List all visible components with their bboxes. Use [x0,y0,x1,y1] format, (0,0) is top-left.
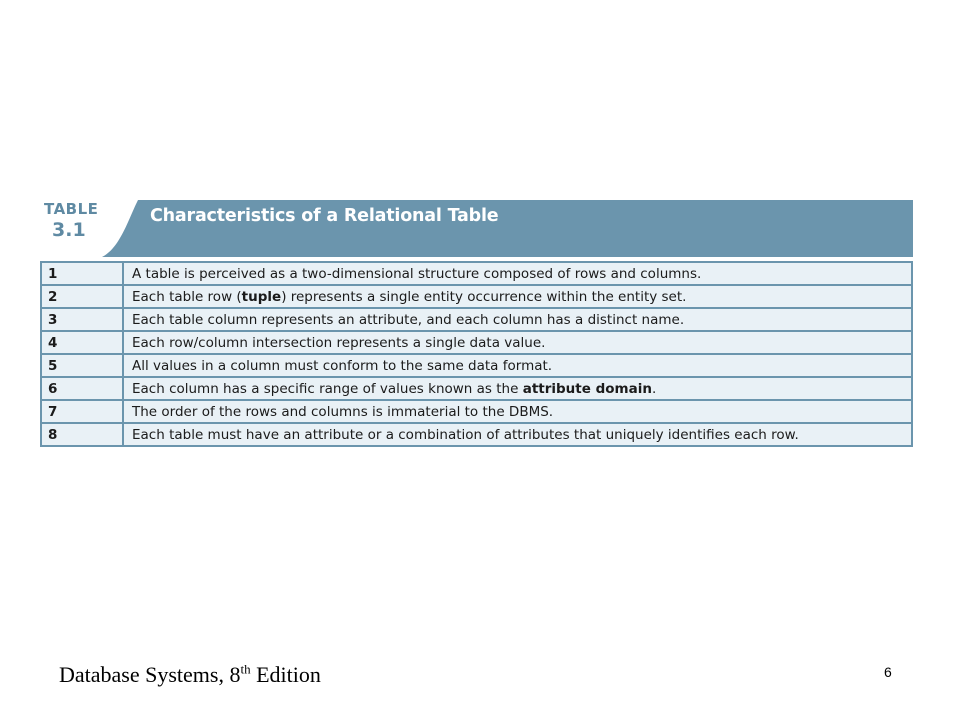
row-number: 1 [41,262,123,285]
table-title: Characteristics of a Relational Table [150,206,499,226]
row-text-end: . [651,380,657,397]
row-text: Each table must have an attribute or a combination of attributes that uniquely identifies each row. [132,426,799,443]
row-text-end: ) represents a single entity occurrence within the entity set. [281,288,687,305]
row-bold-term: attribute domain [522,380,652,397]
row-text: All values in a column must conform to the same data format. [132,357,553,374]
table-row [41,285,912,308]
table-row [41,331,912,354]
row-description [123,262,912,285]
row-bold-term: tuple [241,288,282,305]
table-tag [44,202,98,240]
row-text: The order of the rows and columns is immaterial to the DBMS. [132,403,554,420]
footer-title-sup: th [240,661,251,677]
characteristics-table [40,261,913,447]
row-text: A table is perceived as a two-dimensional structure composed of rows and columns. [132,265,702,282]
row-text: Each column has a specific range of values known as the [132,380,523,397]
row-description [123,285,912,308]
row-text: Each table row ( [132,288,242,305]
table-row [41,377,912,400]
table-row [41,308,912,331]
row-number: 3 [41,308,123,331]
table-tag-number: 3.1 [52,219,86,241]
row-number: 5 [41,354,123,377]
row-description [123,354,912,377]
row-description [123,400,912,423]
footer-title-main: Database Systems, 8 [59,662,241,687]
row-description [123,331,912,354]
row-number: 6 [41,377,123,400]
row-text: Each row/column intersection represents a single data value. [132,334,546,351]
row-number: 8 [41,423,123,446]
row-text: Each table column represents an attribute, and each column has a distinct name. [132,311,685,328]
row-description [123,377,912,400]
row-number: 7 [41,400,123,423]
row-description [123,423,912,446]
row-number: 2 [41,285,123,308]
table-row [41,423,912,446]
table-row [41,354,912,377]
footer-title-end: Edition [250,662,321,687]
table-row [41,400,912,423]
row-description [123,308,912,331]
table-tag-word: TABLE [44,200,99,218]
footer-book-title [59,662,321,688]
table-row [41,262,912,285]
row-number: 4 [41,331,123,354]
table-figure [40,196,913,464]
page-number: 6 [884,664,892,680]
